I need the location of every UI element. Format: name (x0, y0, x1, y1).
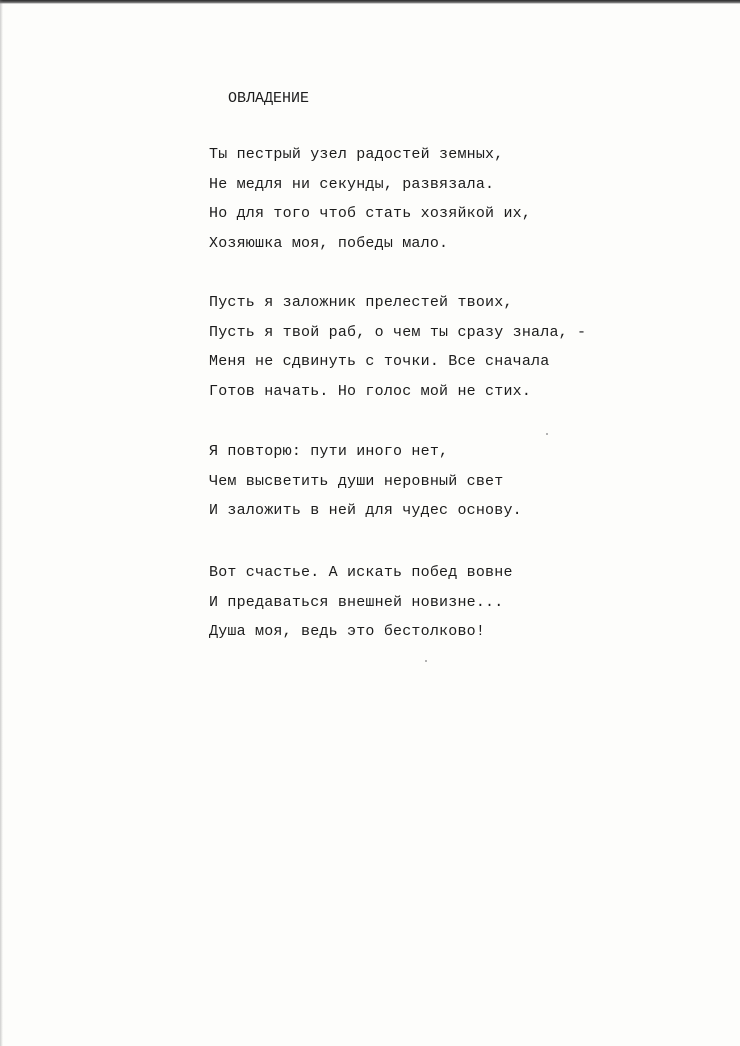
poem-line: Вот счастье. А искать побед вовне (209, 564, 513, 581)
poem-line: Чем высветить души неровный свет (209, 472, 504, 490)
scan-top-edge (0, 0, 740, 4)
poem-title: ОВЛАДЕНИЕ (228, 90, 310, 107)
poem-line: Душа моя, ведь это бестолково! (209, 623, 486, 640)
poem-line: Не медля ни секунды, развязала. (209, 175, 495, 193)
paper-speck (546, 433, 548, 435)
poem-line: Ты пестрый узел радостей земных, (209, 146, 504, 163)
paper-speck (425, 660, 427, 662)
poem-line: И предаваться внешней новизне... (209, 593, 504, 611)
poem-line: Хозяюшка моя, победы мало. (209, 234, 449, 252)
poem-line: Меня не сдвинуть с точки. Все сначала (209, 353, 550, 370)
stanza-3 (209, 437, 609, 526)
poem-line: Но для того чтоб стать хозяйкой их, (209, 205, 532, 222)
poem-line: Пусть я заложник прелестей твоих, (209, 294, 513, 311)
stanza-1 (209, 140, 609, 258)
stanza-2 (209, 288, 609, 406)
poem-line: Пусть я твой раб, о чем ты сразу знала, - (209, 323, 587, 341)
poem-line: Готов начать. Но голос мой не стих. (209, 382, 532, 400)
stanza-4 (209, 558, 609, 647)
poem-line: Я повторю: пути иного нет, (209, 443, 449, 460)
poem-line: И заложить в ней для чудес основу. (209, 502, 522, 519)
scan-left-edge (0, 0, 3, 1046)
